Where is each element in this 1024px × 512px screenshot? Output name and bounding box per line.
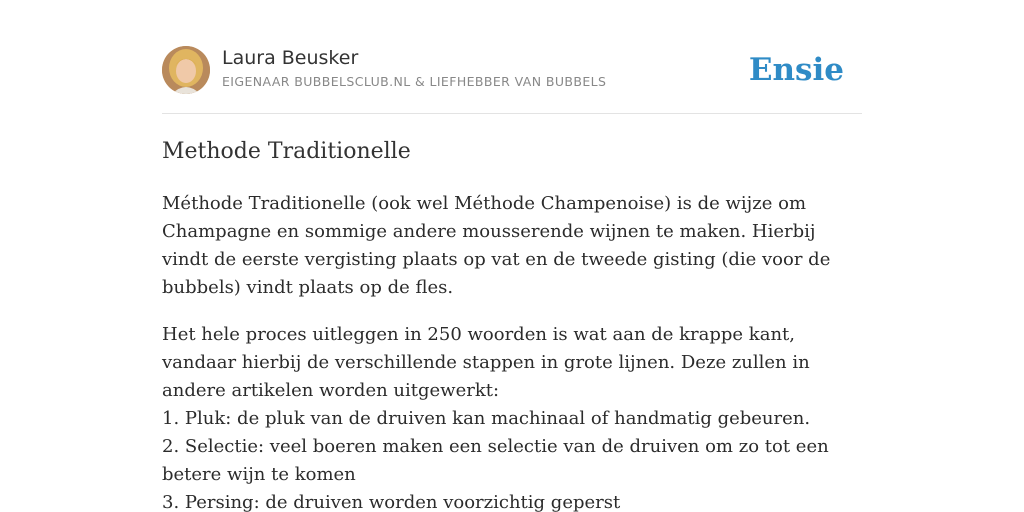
article-paragraph: Méthode Traditionelle (ook wel Méthode Champenoise) is de wijze om Champagne en sommige andere mousserende wijnen te maken. Hierbij vindt de eerste vergisting plaats op vat en de tweede gisting (die voor de bubbels) vindt plaats op de fles.	[162, 193, 831, 298]
avatar[interactable]	[162, 46, 210, 94]
article	[162, 136, 862, 512]
header-divider	[162, 113, 862, 114]
author-header	[162, 46, 862, 96]
article-title: Methode Traditionelle	[162, 139, 411, 164]
avatar-portrait-icon	[162, 46, 210, 94]
author-bio: EIGENAAR BUBBELSCLUB.NL & LIEFHEBBER VAN BUBBELS	[222, 74, 607, 89]
author-name[interactable]: Laura Beusker	[222, 47, 359, 69]
ensie-logo[interactable]: Ensie	[748, 52, 844, 88]
article-paragraph: Het hele proces uitleggen in 250 woorden is wat aan de krappe kant, vandaar hierbij de verschillende stappen in grote lijnen. Deze zullen in andere artikelen worden uitgewerkt: 1. Pluk: de pluk van de druiven kan machinaal of handmatig gebeuren. 2. Selectie: veel boeren maken een selectie van de druiven om zo tot een betere wijn te komen 3. Persing: de druiven worden voorzichtig geperst	[162, 324, 829, 512]
